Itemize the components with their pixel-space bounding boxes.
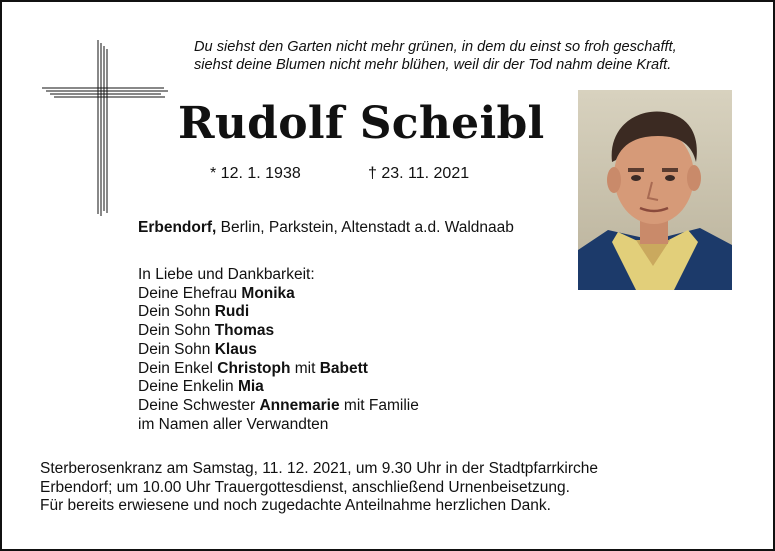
death-date: † 23. 11. 2021	[368, 165, 470, 182]
family-son-1: Dein Sohn Rudi	[138, 303, 250, 321]
family-wife: Deine Ehefrau Monika	[138, 284, 295, 302]
family-grandson: Dein Enkel Christoph mit Babett	[138, 359, 368, 377]
family-list	[138, 266, 419, 434]
service-details	[40, 460, 598, 516]
main-place: Erbendorf,	[138, 219, 217, 236]
family-relatives: im Namen aller Verwandten	[138, 415, 329, 433]
memorial-quote	[194, 39, 754, 74]
deceased-name: Rudolf Scheibl	[178, 98, 545, 149]
portrait-photo	[578, 90, 732, 290]
family-intro: In Liebe und Dankbarkeit:	[138, 266, 315, 283]
family-sister: Deine Schwester Annemarie mit Familie	[138, 396, 419, 414]
service-line-3: Für bereits erwiesene und noch zugedachte Anteilnahme herzlichen Dank.	[40, 497, 551, 515]
service-line-1: Sterberosenkranz am Samstag, 11. 12. 2021, um 9.30 Uhr in der Stadtpfarrkirche	[40, 460, 598, 477]
quote-line-2: siehst deine Blumen nicht mehr blühen, weil dir der Tod nahm deine Kraft.	[194, 56, 672, 73]
family-son-3: Dein Sohn Klaus	[138, 340, 257, 358]
birth-date: * 12. 1. 1938	[210, 165, 301, 182]
quote-line-1: Du siehst den Garten nicht mehr grünen, in dem du einst so froh geschafft,	[194, 39, 677, 55]
cross-icon	[42, 40, 168, 216]
family-granddaughter: Deine Enkelin Mia	[138, 378, 264, 396]
service-line-2: Erbendorf; um 10.00 Uhr Trauergottesdienst, anschließend Urnenbeisetzung.	[40, 478, 570, 496]
places-line	[138, 219, 514, 237]
family-son-2: Dein Sohn Thomas	[138, 322, 275, 340]
other-places: Berlin, Parkstein, Altenstadt a.d. Waldnaab	[216, 219, 514, 236]
